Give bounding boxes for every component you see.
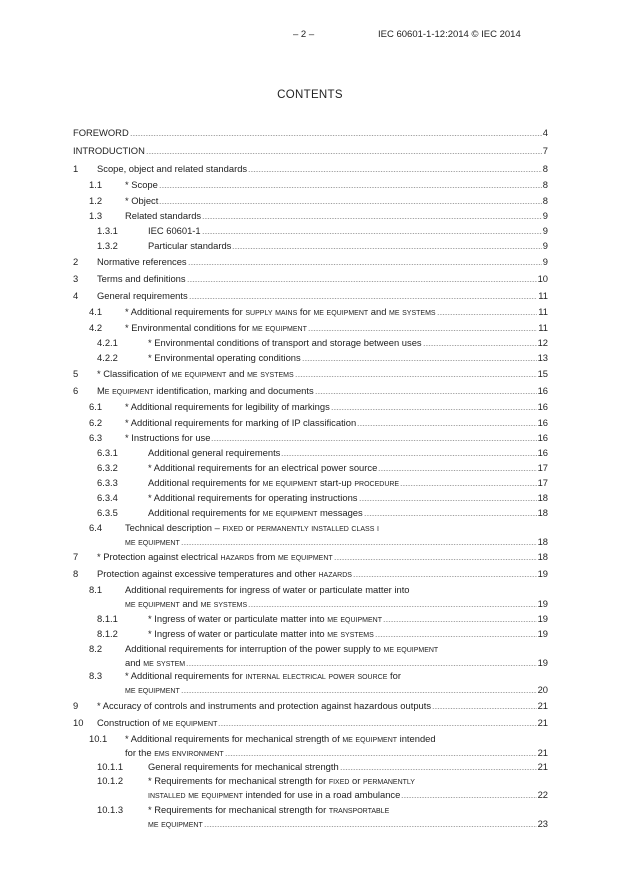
defined-term: fixed (222, 522, 244, 533)
section-number: 8.3 (89, 670, 103, 681)
page-reference[interactable]: 19 (537, 656, 548, 668)
entry-title-text: FOREWORD (73, 127, 129, 138)
page-reference[interactable]: 18 (537, 507, 548, 518)
dot-leader (218, 717, 536, 726)
entry-title-line (125, 656, 548, 669)
entry-title-text: * Accuracy of controls and instruments and protection against hazardous outputs (97, 700, 432, 711)
entry-title-text: IEC 60601-1 (148, 225, 201, 236)
entry-title-text: * Environmental conditions for (125, 322, 253, 333)
dot-leader (186, 657, 536, 666)
dot-leader (146, 145, 542, 154)
entry-title-text: Additional requirements for (148, 477, 263, 488)
dot-leader (204, 818, 537, 827)
entry-title-text: Additional requirements for ingress of water or particulate matter into (125, 584, 410, 595)
dot-leader (187, 273, 537, 282)
section-number: 8.1.1 (97, 613, 118, 624)
entry-title-text: * Requirements for mechanical strength for (148, 775, 329, 786)
defined-term: me systems (200, 597, 248, 609)
dot-leader (295, 368, 537, 377)
defined-term: me systems (389, 306, 436, 317)
dot-leader (188, 256, 542, 265)
entry-title-line (125, 305, 548, 318)
defined-term: procedure (354, 477, 400, 488)
page-title: CONTENTS (277, 89, 343, 101)
page-reference[interactable]: 21 (537, 700, 548, 711)
page-reference[interactable]: 12 (537, 337, 548, 348)
entry-title-line (148, 239, 548, 252)
entry-title-line (148, 476, 548, 489)
entry-title-text: * Additional requirements for marking of IP classification (125, 417, 357, 428)
section-number: 1.3.1 (97, 225, 118, 236)
section-number: 1.2 (89, 195, 103, 206)
entry-title-line (97, 567, 548, 580)
page-reference[interactable]: 9 (542, 256, 548, 267)
entry-title-text: * Additional requirements for legibility of markings (125, 401, 330, 412)
dot-leader (401, 789, 536, 798)
entry-title-text: Construction of (97, 717, 163, 728)
entry-title-line (125, 642, 438, 655)
dot-leader (281, 447, 536, 456)
dot-leader (202, 210, 542, 219)
page-reference[interactable]: 18 (537, 551, 548, 562)
entry-title-text: for (297, 306, 314, 317)
page-reference[interactable]: 23 (537, 817, 548, 829)
entry-title-line (125, 521, 379, 534)
dot-leader (315, 385, 537, 394)
page-reference[interactable]: 19 (537, 568, 548, 579)
entry-title-text: and (368, 306, 390, 317)
entry-title-line (125, 431, 548, 444)
defined-term: me systems (327, 628, 374, 639)
entry-title-line (148, 817, 548, 830)
page-reference[interactable]: 9 (542, 210, 548, 221)
entry-title-line (97, 289, 548, 302)
page-number: – 2 – (293, 29, 315, 40)
entry-title-line (148, 788, 548, 801)
defined-term: transportable (328, 804, 390, 815)
dot-leader (364, 507, 537, 516)
defined-term: me equipment (327, 613, 382, 624)
section-number: 10.1 (89, 733, 108, 744)
section-number: 8.1.2 (97, 628, 118, 639)
dot-leader (340, 761, 537, 770)
page-reference[interactable]: 9 (542, 240, 548, 251)
section-number: 4.1 (89, 306, 103, 317)
dot-leader (225, 747, 537, 756)
entry-title-text: * Additional requirements for (125, 670, 246, 681)
entry-title-line (125, 583, 410, 596)
defined-term: permanently (362, 775, 415, 786)
dot-leader (159, 195, 541, 204)
defined-term: me equipment (262, 507, 318, 518)
entry-title-line (125, 732, 436, 745)
entry-title-line (148, 803, 389, 816)
entry-title-text: Technical description – (125, 522, 223, 533)
entry-title-line (125, 400, 548, 413)
entry-title-text: * Scope (125, 179, 158, 190)
entry-title-line (97, 255, 548, 268)
section-number: 8 (73, 568, 79, 579)
entry-title-line (97, 162, 548, 175)
section-number: 10.1.1 (97, 761, 124, 772)
section-number: 9 (73, 700, 79, 711)
dot-leader (181, 684, 537, 693)
section-number: 8.1 (89, 584, 103, 595)
entry-title-text: * Classification of (97, 368, 172, 379)
page-reference[interactable]: 19 (537, 628, 548, 639)
entry-title-text: Particular standards (148, 240, 232, 251)
entry-title-line (125, 321, 548, 334)
entry-title-line (148, 506, 548, 519)
page-reference[interactable]: 16 (537, 385, 548, 396)
dot-leader (432, 700, 537, 709)
entry-title-text: Additional general requirements (148, 447, 281, 458)
entry-title-text: for (387, 670, 401, 681)
entry-title-line (97, 384, 548, 397)
page-reference[interactable]: 7 (542, 145, 548, 156)
dot-leader (130, 127, 542, 136)
entry-title-text: and (125, 656, 144, 668)
section-number: 6.3.1 (97, 447, 118, 458)
page-reference[interactable]: 16 (537, 447, 548, 458)
defined-term: hazards (318, 568, 352, 579)
defined-term: me equipment (313, 306, 369, 317)
document-id: IEC 60601-1-12:2014 © IEC 2014 (378, 29, 521, 40)
defined-term: me equipment (162, 717, 218, 728)
section-number: 2 (73, 256, 79, 267)
entry-title-line (125, 535, 548, 548)
defined-term: me system (143, 656, 186, 668)
entry-title-line (148, 627, 548, 640)
dot-leader (359, 492, 537, 501)
section-number: 6 (73, 385, 79, 396)
defined-term: me equipment (171, 368, 227, 379)
page-reference[interactable]: 4 (542, 127, 548, 138)
entry-title-text: * Object (125, 195, 159, 206)
entry-title-text: messages (317, 507, 363, 518)
defined-term: supply mains (245, 306, 298, 317)
section-number: 4.2.1 (97, 337, 118, 348)
section-number: 10 (73, 717, 84, 728)
defined-term: me equipment (277, 551, 333, 562)
page-reference[interactable]: 8 (542, 195, 548, 206)
section-number: 10.1.2 (97, 775, 124, 786)
entry-title-text: Terms and definitions (97, 273, 186, 284)
entry-title-text: Scope, object and related standards (97, 163, 248, 174)
entry-title-line (125, 669, 401, 682)
section-number: 4.2.2 (97, 352, 118, 363)
defined-term: Me equipment (97, 385, 154, 396)
entry-title-line (148, 491, 548, 504)
section-number: 5 (73, 368, 79, 379)
defined-term: ems environment (154, 746, 224, 758)
entry-title-line (148, 774, 415, 787)
dot-leader (232, 240, 541, 249)
page-reference[interactable]: 10 (537, 273, 548, 284)
section-number: 1.3.2 (97, 240, 118, 251)
entry-title-text: and (179, 597, 201, 609)
entry-title-text: or (243, 522, 257, 533)
dot-leader (423, 337, 537, 346)
page-reference[interactable]: 21 (537, 717, 548, 728)
dot-leader (331, 401, 537, 410)
dot-leader (211, 432, 536, 441)
entry-title-line (125, 746, 548, 759)
section-number: 6.3 (89, 432, 103, 443)
entry-title-text: or (349, 775, 363, 786)
dot-leader (400, 477, 536, 486)
entry-title-text: Additional requirements for (148, 507, 263, 518)
section-number: 7 (73, 551, 79, 562)
page-reference[interactable]: 19 (537, 613, 548, 624)
entry-title-line (125, 194, 548, 207)
defined-term: installed me equipment (148, 788, 243, 800)
page-reference[interactable]: 11 (538, 306, 548, 317)
section-number: 10.1.3 (97, 804, 124, 815)
entry-title-text: intended for use in a road ambulance (242, 788, 401, 800)
dot-leader (437, 306, 538, 315)
page-reference[interactable]: 15 (537, 368, 548, 379)
entry-title-line (97, 272, 548, 285)
dot-leader (189, 290, 538, 299)
defined-term: internal electrical power source (245, 670, 388, 681)
defined-term: me equipment (342, 733, 398, 744)
entry-title-text: intended (397, 733, 436, 744)
entry-title-text: for the (125, 746, 155, 758)
entry-title-text: * Requirements for mechanical strength for (148, 804, 329, 815)
entry-title-text: * Additional requirements for operating instructions (148, 492, 358, 503)
dot-leader (353, 568, 537, 577)
section-number: 8.2 (89, 643, 103, 654)
page-reference[interactable]: 11 (538, 290, 548, 301)
section-number: 6.3.4 (97, 492, 118, 503)
dot-leader (248, 163, 542, 172)
dot-leader (378, 462, 536, 471)
entry-title-line (97, 716, 548, 729)
entry-title-text: * Ingress of water or particulate matter into (148, 628, 328, 639)
entry-title-line (148, 461, 548, 474)
page-reference[interactable]: 16 (537, 432, 548, 443)
entry-title-line (97, 699, 548, 712)
entry-title-line (97, 550, 548, 563)
dot-leader (181, 536, 537, 545)
page-reference[interactable]: 16 (537, 401, 548, 412)
entry-title-line (148, 336, 548, 349)
entry-title-line (148, 760, 548, 773)
entry-title-text: General requirements for mechanical strength (148, 761, 339, 772)
dot-leader (302, 352, 537, 361)
entry-title-line (97, 367, 548, 380)
entry-title-text: * Protection against electrical (97, 551, 221, 562)
section-number: 1.1 (89, 179, 103, 190)
entry-title-line (73, 144, 548, 157)
dot-leader (334, 551, 537, 560)
entry-title-text: Protection against excessive temperatures and other (97, 568, 319, 579)
dot-leader (308, 322, 537, 331)
section-number: 6.3.2 (97, 462, 118, 473)
defined-term: permanently installed class i (256, 522, 379, 533)
entry-title-line (125, 416, 548, 429)
page-reference[interactable]: 17 (537, 462, 548, 473)
entry-title-line (73, 126, 548, 139)
defined-term: me systems (247, 368, 294, 379)
section-number: 6.3.3 (97, 477, 118, 488)
entry-title-line (148, 351, 548, 364)
section-number: 6.4 (89, 522, 103, 533)
dot-leader (375, 628, 537, 637)
entry-title-text: and (226, 368, 248, 379)
defined-term: hazards (220, 551, 254, 562)
page-reference[interactable]: 17 (537, 477, 548, 488)
section-number: 6.2 (89, 417, 103, 428)
page-reference[interactable]: 13 (537, 352, 548, 363)
entry-title-text: * Environmental conditions of transport and storage between uses (148, 337, 422, 348)
entry-title-line (148, 446, 548, 459)
entry-title-text: INTRODUCTION (73, 145, 145, 156)
page-reference[interactable]: 8 (542, 163, 548, 174)
entry-title-text: Additional requirements for interruption of the power supply to (125, 643, 384, 654)
page-reference[interactable]: 22 (537, 788, 548, 800)
dot-leader (248, 598, 536, 607)
entry-title-text: from (253, 551, 278, 562)
entry-title-text: start-up (317, 477, 355, 488)
page-reference[interactable]: 21 (537, 761, 548, 772)
entry-title-text: General requirements (97, 290, 188, 301)
section-number: 6.1 (89, 401, 103, 412)
entry-title-line (148, 224, 548, 237)
page-reference[interactable]: 18 (537, 492, 548, 503)
entry-title-text: Related standards (125, 210, 202, 221)
section-number: 4.2 (89, 322, 103, 333)
section-number: 4 (73, 290, 79, 301)
page-reference[interactable]: 16 (537, 417, 548, 428)
entry-title-text: Normative references (97, 256, 187, 267)
defined-term: fixed (328, 775, 350, 786)
defined-term: me equipment (125, 683, 180, 695)
defined-term: me equipment (125, 535, 180, 547)
dot-leader (202, 225, 542, 234)
page-reference[interactable]: 20 (537, 683, 548, 695)
page-reference[interactable]: 19 (537, 597, 548, 609)
entry-title-text: * Instructions for use (125, 432, 211, 443)
entry-title-line (125, 597, 548, 610)
section-number: 6.3.5 (97, 507, 118, 518)
entry-title-line (148, 612, 548, 625)
entry-title-line (125, 178, 548, 191)
page-reference[interactable]: 18 (537, 535, 548, 547)
page-reference[interactable]: 21 (537, 746, 548, 758)
entry-title-text: * Ingress of water or particulate matter into (148, 613, 328, 624)
dot-leader (159, 179, 542, 188)
entry-title-text: identification, marking and documents (153, 385, 314, 396)
section-number: 3 (73, 273, 79, 284)
defined-term: me equipment (148, 817, 203, 829)
entry-title-line (125, 209, 548, 222)
entry-title-text: * Additional requirements for an electrical power source (148, 462, 378, 473)
defined-term: me equipment (262, 477, 318, 488)
entry-title-text: * Environmental operating conditions (148, 352, 301, 363)
page-reference[interactable]: 8 (542, 179, 548, 190)
page-reference[interactable]: 11 (538, 322, 548, 333)
section-number: 1 (73, 163, 79, 174)
entry-title-text: * Additional requirements for mechanical strength of (125, 733, 343, 744)
defined-term: me equipment (383, 643, 439, 654)
entry-title-text: * Additional requirements for (125, 306, 246, 317)
defined-term: me equipment (252, 322, 307, 333)
dot-leader (357, 417, 536, 426)
page-reference[interactable]: 9 (542, 225, 548, 236)
section-number: 1.3 (89, 210, 103, 221)
entry-title-line (125, 683, 548, 696)
dot-leader (383, 613, 537, 622)
defined-term: me equipment (125, 597, 180, 609)
